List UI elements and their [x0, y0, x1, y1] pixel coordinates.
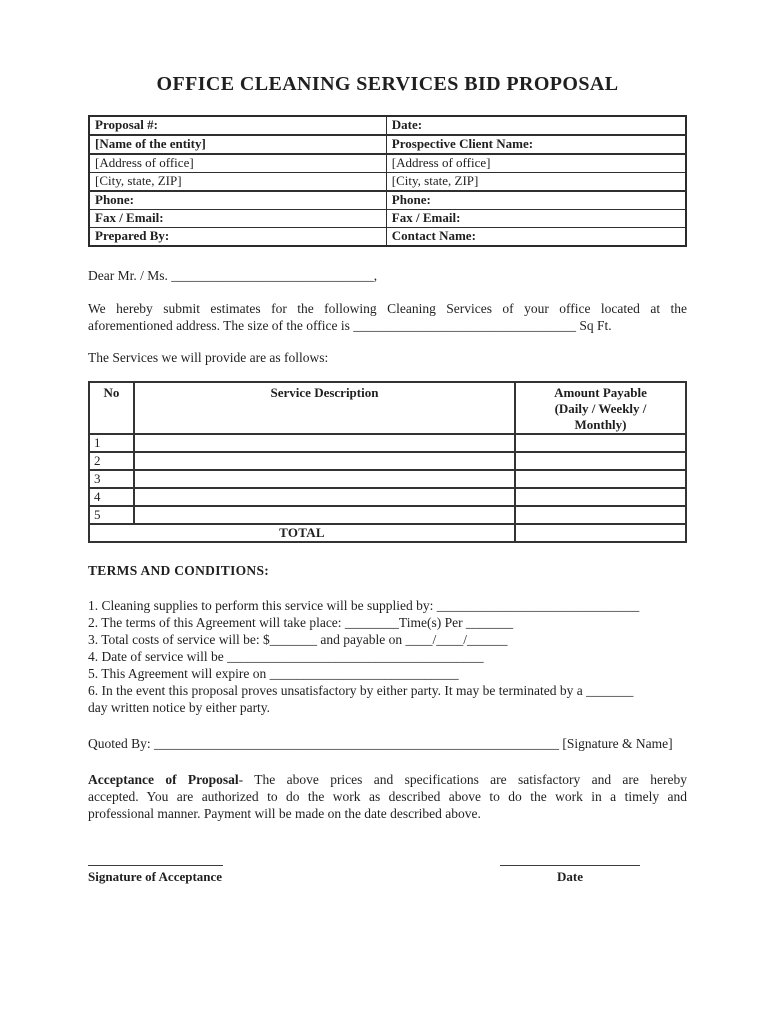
acceptance-line-3: professional manner. Payment will be made on the date described above.	[88, 806, 481, 821]
service-amount-cell	[515, 488, 686, 506]
info-row	[89, 210, 686, 228]
services-total-label: TOTAL	[89, 524, 515, 542]
services-header-description: Service Description	[134, 382, 515, 434]
terms-item-3: 3. Total costs of service will be: $_______ and payable on ____/____/______	[88, 632, 508, 647]
info-cell-entity-city: [City, state, ZIP]	[89, 173, 386, 192]
info-cell-phone-right: Phone:	[386, 191, 686, 210]
services-header-amount	[515, 382, 686, 434]
service-amount-cell	[515, 506, 686, 524]
page-title: OFFICE CLEANING SERVICES BID PROPOSAL	[156, 73, 619, 95]
service-row	[89, 470, 686, 488]
service-description-cell	[134, 506, 515, 524]
service-row-number: 4	[89, 488, 134, 506]
info-row	[89, 154, 686, 173]
services-total-row	[89, 524, 686, 542]
services-header-amount-line: (Daily / Weekly /	[554, 401, 647, 416]
service-amount-cell	[515, 452, 686, 470]
signature-of-acceptance-block	[88, 865, 223, 885]
signature-line	[88, 865, 223, 866]
services-total-amount-cell	[515, 524, 686, 542]
info-cell-client-city: [City, state, ZIP]	[386, 173, 686, 192]
terms-item-5: 5. This Agreement will expire on ____________________________	[88, 666, 459, 681]
signature-of-acceptance-label: Signature of Acceptance	[88, 869, 223, 884]
service-description-cell	[134, 470, 515, 488]
terms-item-2: 2. The terms of this Agreement will take place: ________Time(s) Per _______	[88, 615, 514, 630]
terms-item-6-line-2: day written notice by either party.	[88, 700, 271, 715]
date-label: Date	[557, 869, 583, 884]
info-row	[89, 135, 686, 154]
date-line	[500, 865, 640, 866]
service-row-number: 5	[89, 506, 134, 524]
terms-list	[88, 597, 687, 716]
services-header-amount-line: Monthly)	[574, 417, 627, 432]
salutation-line: Dear Mr. / Ms. ______________________________,	[88, 268, 378, 283]
services-table	[88, 381, 687, 543]
service-row	[89, 506, 686, 524]
info-row	[89, 191, 686, 210]
service-row-number: 2	[89, 452, 134, 470]
info-cell-fax-email-right: Fax / Email:	[386, 210, 686, 228]
service-amount-cell	[515, 470, 686, 488]
intro-line-2: aforementioned address. The size of the office is _________________________________ Sq Ft.	[88, 318, 612, 333]
service-description-cell	[134, 434, 515, 452]
service-description-cell	[134, 452, 515, 470]
info-cell-client-address: [Address of office]	[386, 154, 686, 173]
service-row-number: 1	[89, 434, 134, 452]
service-row	[89, 488, 686, 506]
document-content	[0, 72, 770, 885]
info-cell-prepared-by: Prepared By:	[89, 228, 386, 247]
services-header-row	[89, 382, 686, 434]
terms-item-1: 1. Cleaning supplies to perform this service will be supplied by: ______________________________	[88, 598, 640, 613]
info-cell-entity-name: [Name of the entity]	[89, 135, 386, 154]
services-header-no: No	[89, 382, 134, 434]
info-cell-client-name: Prospective Client Name:	[386, 135, 686, 154]
services-header-amount-line: Amount Payable	[554, 385, 647, 400]
info-cell-fax-email-left: Fax / Email:	[89, 210, 386, 228]
intro-paragraph	[88, 300, 687, 334]
service-amount-cell	[515, 434, 686, 452]
info-cell-phone-left: Phone:	[89, 191, 386, 210]
info-row	[89, 228, 686, 247]
service-row	[89, 434, 686, 452]
info-row	[89, 173, 686, 192]
quoted-by-line: Quoted By: ____________________________________________________________ [Signature & Name]	[88, 736, 673, 751]
info-row	[89, 116, 686, 135]
service-row-number: 3	[89, 470, 134, 488]
service-row	[89, 452, 686, 470]
acceptance-paragraph	[88, 771, 687, 822]
signature-section	[88, 865, 687, 885]
acceptance-line-1	[88, 771, 687, 788]
info-cell-proposal-number: Proposal #:	[89, 116, 386, 135]
date-block	[500, 865, 640, 885]
acceptance-lead: Acceptance of Proposal	[88, 772, 239, 787]
terms-heading: TERMS AND CONDITIONS:	[88, 563, 270, 578]
info-cell-date: Date:	[386, 116, 686, 135]
terms-item-6-line-1: 6. In the event this proposal proves unsatisfactory by either party. It may be terminated by a _______	[88, 683, 634, 698]
terms-item-4: 4. Date of service will be ______________________________________	[88, 649, 484, 664]
info-cell-entity-address: [Address of office]	[89, 154, 386, 173]
services-intro: The Services we will provide are as follows:	[88, 350, 329, 365]
intro-line-1: We hereby submit estimates for the following Cleaning Services of your office located at the	[88, 301, 687, 316]
acceptance-line-2: accepted. You are authorized to do the work as described above to do the work in a timely and	[88, 789, 687, 804]
info-cell-contact-name: Contact Name:	[386, 228, 686, 247]
acceptance-line-1-rest: - The above prices and specifications are satisfactory and are hereby	[238, 772, 687, 787]
service-description-cell	[134, 488, 515, 506]
proposal-info-table	[88, 115, 687, 247]
